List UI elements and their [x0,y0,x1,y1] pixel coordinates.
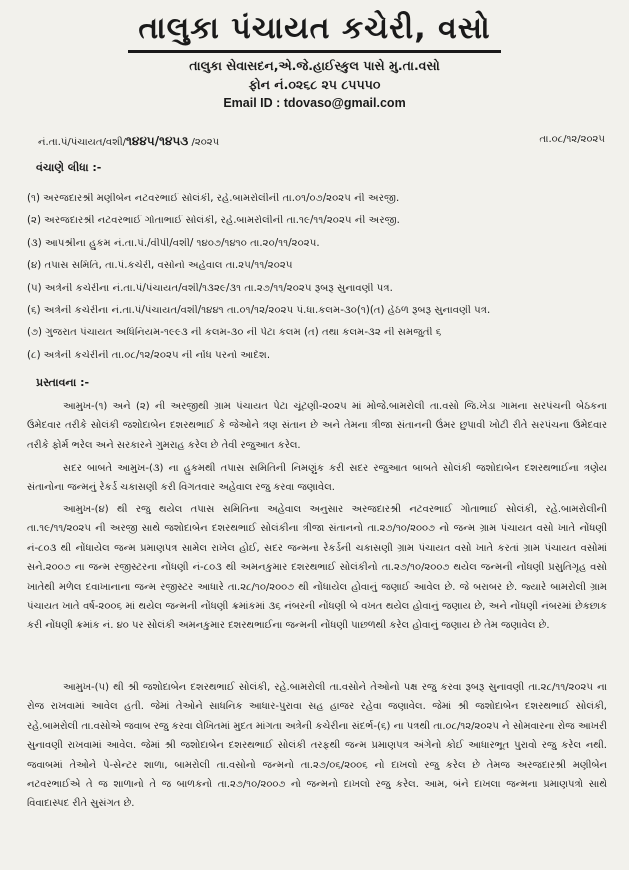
read-list [27,193,617,372]
paragraph [27,678,607,814]
reference-number [38,134,219,149]
reference-main-number: ૧૪૪૫/૧૪૫૩ [126,134,189,148]
office-email: Email ID : tdovaso@gmail.com [223,96,406,110]
office-phone: ફોન નં.૦૨૬૮ ૨૫ ૮૫૫૫૦ [248,77,381,92]
paragraph [27,459,607,498]
read-item: (૩) આપશ્રીના હુકમ નં.તા.પં./વીપી/વશી/ ૧૪૦૭/૧૪૧૦ તા.૨૦/૧૧/૨૦૨૫. [27,237,320,249]
read-item: (૧) અરજદારશ્રી મણીબેન નટવરભાઈ સોલંકી, રહે.બામરોલીની તા.૦૧/૦૭/૨૦૨૫ ની અરજી. [27,193,400,204]
read-heading: વંચાણે લીધા :- [36,161,102,174]
read-item: (૫) અત્રેની કચેરીના નં.તા.પં/પંચાયત/વશી/૧૩૨૯/૩૧ તા.૨૭/૧૧/૨૦૨૫ રૂબરૂ સુનાવણી પત્ર. [27,282,393,294]
read-item: (૨) અરજદારશ્રી નટવરભાઈ ગોતાભાઈ સોલંકી, રહે.બામરોલીની તા.૧૯/૧૧/૨૦૨૫ ની અરજી. [27,215,400,227]
read-item: (૬) અત્રેની કચેરીના નં.તા.પં/પંચાયત/વશી/૧૪૪૧ તા.૦૧/૧૨/૨૦૨૫ પં.ધા.કલમ-૩૦(૧)(ત) હેઠળ રૂબરૂ સુનાવણી પત્ર. [27,304,491,316]
intro-heading: પ્રસ્તાવના :- [36,376,90,389]
paragraph-text: આમુખ-(૧) અને (૨) ની અરજીથી ગ્રામ પંચાયત પેટા ચૂંટણી-૨૦૨૫ માં મોજે.બામરોલી તા.વસો જિ.ખેડા ગામના સરપંચની બેઠકના ઉમેદવાર તરીકે સોલંકી જશોદાબેન દશરથભાઈ કે જેઓને ત્રણ સંતાન છે અને તેમના ત્રીજા સંતાનની ઉંમર છુપાવી ખોટી રીતે સરપંચના ઉમેદવાર તરીકે ફોર્મ ભરેલ અને સરકારને ગુમરાહ કરેલ છે તેવી રજુઆત કરેલ. [27,401,607,451]
paragraph [27,397,607,455]
paragraph-text: આમુખ-(૫) થી શ્રી જશોદાબેન દશરથભાઈ સોલંકી, રહે.બામરોલી તા.વસોને તેઓનો પક્ષ રજુ કરવા રૂબરૂ સુનાવણી તા.૨૮/૧૧/૨૦૨૫ ના રોજ રાખવામાં આવેલ હતી. જેમાં તેઓને સાધનિક આધાર-પુરાવા સહ હાજર રહેવા જણાવેલ. જેમાં શ્રી જશોદાબેન દશરથભાઈ સોલંકી, રહે.બામરોલી તા.વસોએ જવાબ રજુ કરવા લેખિતમાં મુદત માંગતા અત્રેની કચેરીના સંદર્ભ-(૬) ના પત્રથી તા.૦૮/૧૨/૨૦૨૫ ને સોમવારના રોજ આખરી સુનાવણી રાખવામાં આવેલ. જેમાં શ્રી જશોદાબેન દશરથભાઈ સોલંકી તરફથી જન્મ પ્રમાણપત્ર અંગેનો કોઈ આધારભૂત પુરાવો રજુ કરેલ નથી. જવાબમાં તેઓને પે-સેન્ટર શાળા, બામરોલી તા.વસોનો જન્મનો તા.૨૭/૦૬/૨૦૦૬ નો દાખલો રજુ કરેલ છે તેમજ અરજદારશ્રી મણીબેન નટવરભાઈએ તે જ શાળાનો તે જ બાળકનો તા.૨૭/૧૦/૨૦૦૭ નો જન્મનો દાખલો રજુ કરેલ. આમ, બંને દાખલા જન્મના પ્રમાણપત્રો સાથે વિવાદાસ્પદ રીતે સુસંગત છે. [27,682,607,810]
paragraph [27,500,607,636]
office-title: તાલુકા પંચાયત કચેરી, વસો [128,10,500,53]
reference-date: તા.૦૮/૧૨/૨૦૨૫ [539,134,605,145]
read-item: (૭) ગુજરાત પંચાયત અધિનિયમ-૧૯૯૩ ની કલમ-૩૦ ની પેટા કલમ (ત) તથા કલમ-૩૨ ની સમજુતી ૬ [27,327,442,339]
reference-suffix: /૨૦૨૫ [188,137,220,148]
letterhead [0,10,629,110]
reference-prefix: નં.તા.પં/પંચાયત/વશી/ [38,137,127,148]
read-item: (૪) તપાસ સમિતિ, તા.પં.કચેરી, વસોનો અહેવાલ તા.૨૫/૧૧/૨૦૨૫ [27,260,293,272]
read-item: (૮) અત્રેની કચેરીની તા.૦૮/૧૨/૨૦૨૫ ની નોંધ પરનો આદેશ. [27,349,271,361]
office-address: તાલુકા સેવાસદન,એ.જે.હાઈસ્કુલ પાસે મુ.તા.વસો [189,58,440,73]
paragraph-text: આમુખ-(૪) થી રજુ થયેલ તપાસ સમિતિના અહેવાલ અનુસાર અરજદારશ્રી નટવરભાઈ ગોતાભાઈ સોલંકી, રહે.બામરોલીની તા.૧૯/૧૧/૨૦૨૫ ની અરજી સાથે જશોદાબેન દશરથભાઈ સોલંકીના ત્રીજા સંતાનનો તા.૨૭/૧૦/૨૦૦૭ નો જન્મ ગ્રામ પંચાયત વસો ખાતે નોંધણી નં-૮૦૩ થી નોંધાયેલ જન્મ પ્રમાણપત્ર સામેલ રાખેલ હોઈ, સદર જન્મના રેકર્ડની ચકાસણી ગ્રામ પંચાયત વસો ખાતે કરતાં ગ્રામ પંચાયત વસોમાં સને.૨૦૦૭ ના જન્મ રજીસ્ટરના નોંધણી નં-૮૦૩ થી અમનકુમાર દશરથભાઈ સોલંકીનો તા.૨૭/૧૦/૨૦૦૭ થયેલ જન્મની નોંધણી પ્રસુતિગૃહ વસો ખાતેથી મળેલ દવાખાનાના જન્મ રજીસ્ટર આધારે તા.૨૮/૧૦/૨૦૦૭ થી નોંધાયેલ હોવાનું જણાઈ આવેલ છે. જે બરાબર છે. જ્યારે બામરોલી ગ્રામ પંચાયત ખાતે વર્ષ-૨૦૦૬ માં થયેલ જન્મની નોંધણી ક્રમાંકમાં ૩૬ નંબરની નોંધણી બે વખત થયેલ હોવાનું જણાય છે, અને નોંધણી નંબરમાં છેકછાક કરી નોંધણી ક્રમાંક નં. ૪૦ પર સોલંકી અમનકુમાર દશરથભાઈના જન્મની નોંધણી પાછળથી કરેલ હોવાનું જણાય છે તેમ જણાવેલ છે. [27,504,607,632]
paragraph-text: સદર બાબતે આમુખ-(૩) ના હુકમથી તપાસ સમિતિની નિમણુંક કરી સદર રજુઆત બાબતે સોલંકી જશોદાબેન દશરથભાઈના ત્રણેય સંતાનોના જન્મનું રેકર્ડ ચકાસણી કરી વિગતવાર અહેવાલ રજુ કરવા જણાવેલ. [27,463,607,494]
